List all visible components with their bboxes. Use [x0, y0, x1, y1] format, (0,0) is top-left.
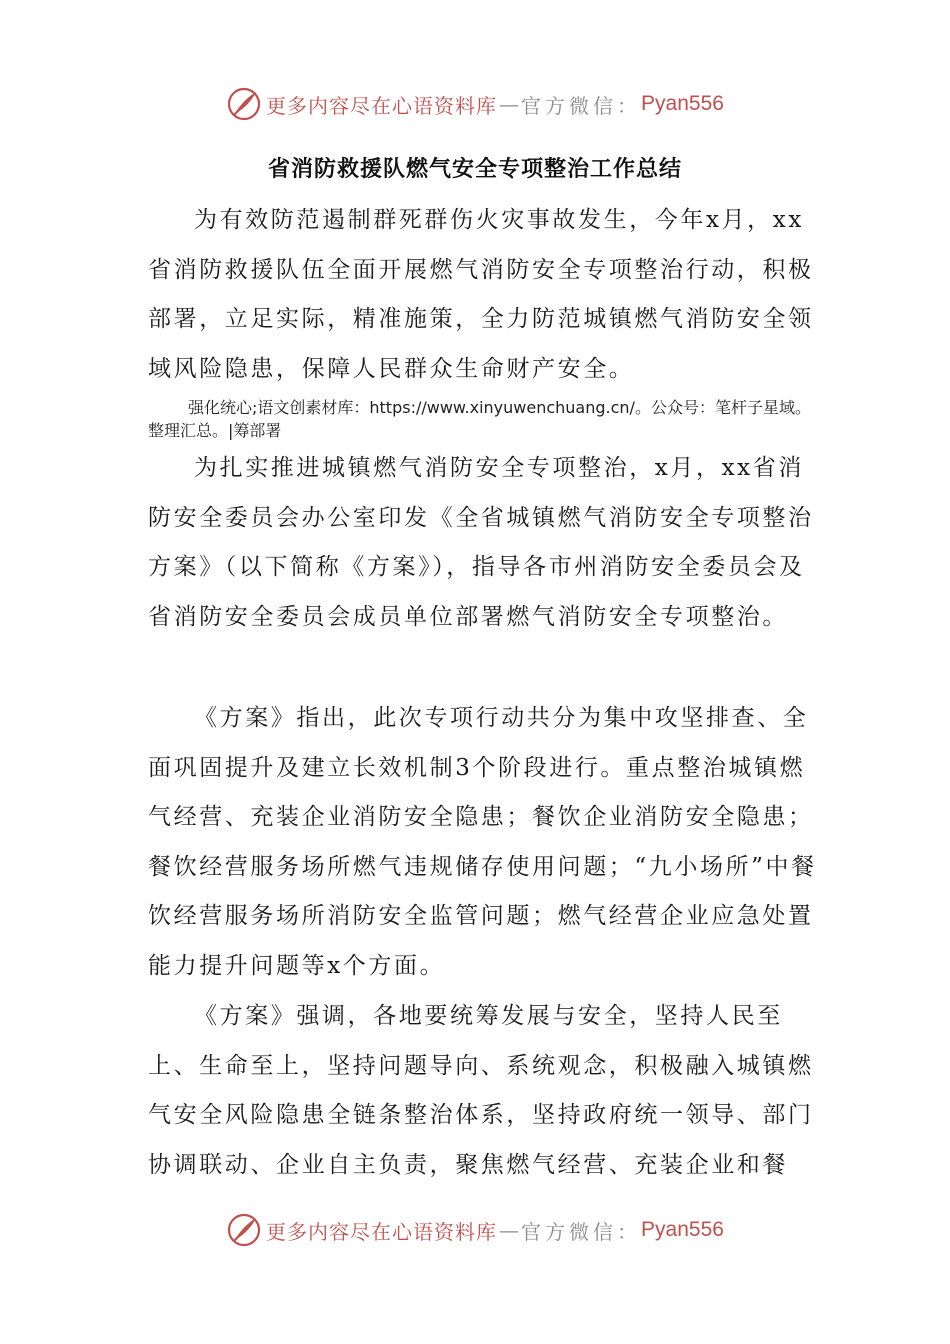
footer-brand-text: 更多内容尽在心语资料库	[266, 1219, 498, 1244]
header-banner	[0, 82, 950, 126]
paragraph-text: 为扎实推进城镇燃气消防安全专项整治，x月，xx省消防安全委员会办公室印发《全省城镇燃气消防安全专项整治方案》（以下简称《方案》），指导各市州消防安全委员会及省消防安全委员会成员单位部署燃气消防安全专项整治。	[148, 455, 814, 630]
quill-logo-icon	[226, 86, 262, 122]
footer-wechat-id: Pyan556	[641, 1218, 724, 1241]
quill-logo-icon	[226, 1212, 262, 1248]
document-title: 省消防救援队燃气安全专项整治工作总结	[267, 157, 682, 182]
header-wechat-label: 官方微信：	[521, 93, 642, 118]
footer-dash: —	[499, 1218, 520, 1242]
paragraph-4	[148, 992, 828, 1190]
footer-wechat-label: 官方微信：	[521, 1219, 642, 1244]
paragraph-text: 《方案》强调，各地要统筹发展与安全，坚持人民至上、生命至上，坚持问题导向、系统观念，积极融入城镇燃气安全风险隐患全链条整治体系，坚持政府统一领导、部门协调联动、企业自主负责，聚焦燃气经营、充装企业和餐	[148, 1003, 814, 1178]
inline-note: 强化统心;语文创素材库：https://www.xinyuwenchuang.cn/。公众号：笔杆子星域。整理汇总。|筹部署	[148, 398, 811, 440]
header-dash: —	[499, 92, 520, 116]
header-brand-text: 更多内容尽在心语资料库	[266, 93, 498, 118]
footer-banner	[0, 1208, 950, 1252]
paragraph-1	[148, 196, 828, 394]
paragraph-text: 《方案》指出，此次专项行动共分为集中攻坚排查、全面巩固提升及建立长效机制3个阶段进行。重点整治城镇燃气经营、充装企业消防安全隐患；餐饮企业消防安全隐患；餐饮经营服务场所燃气违规储存使用问题；“九小场所”中餐饮经营服务场所消防安全监管问题；燃气经营企业应急处置能力提升问题等x个方面。	[148, 705, 817, 979]
paragraph-3	[148, 694, 828, 991]
header-wechat-id: Pyan556	[641, 92, 724, 115]
paragraph-2	[148, 444, 828, 642]
paragraph-text: 为有效防范遏制群死群伤火灾事故发生，今年x月，xx省消防救援队伍全面开展燃气消防安全专项整治行动，积极部署，立足实际，精准施策，全力防范城镇燃气消防安全领域风险隐患，保障人民群众生命财产安全。	[148, 207, 814, 382]
